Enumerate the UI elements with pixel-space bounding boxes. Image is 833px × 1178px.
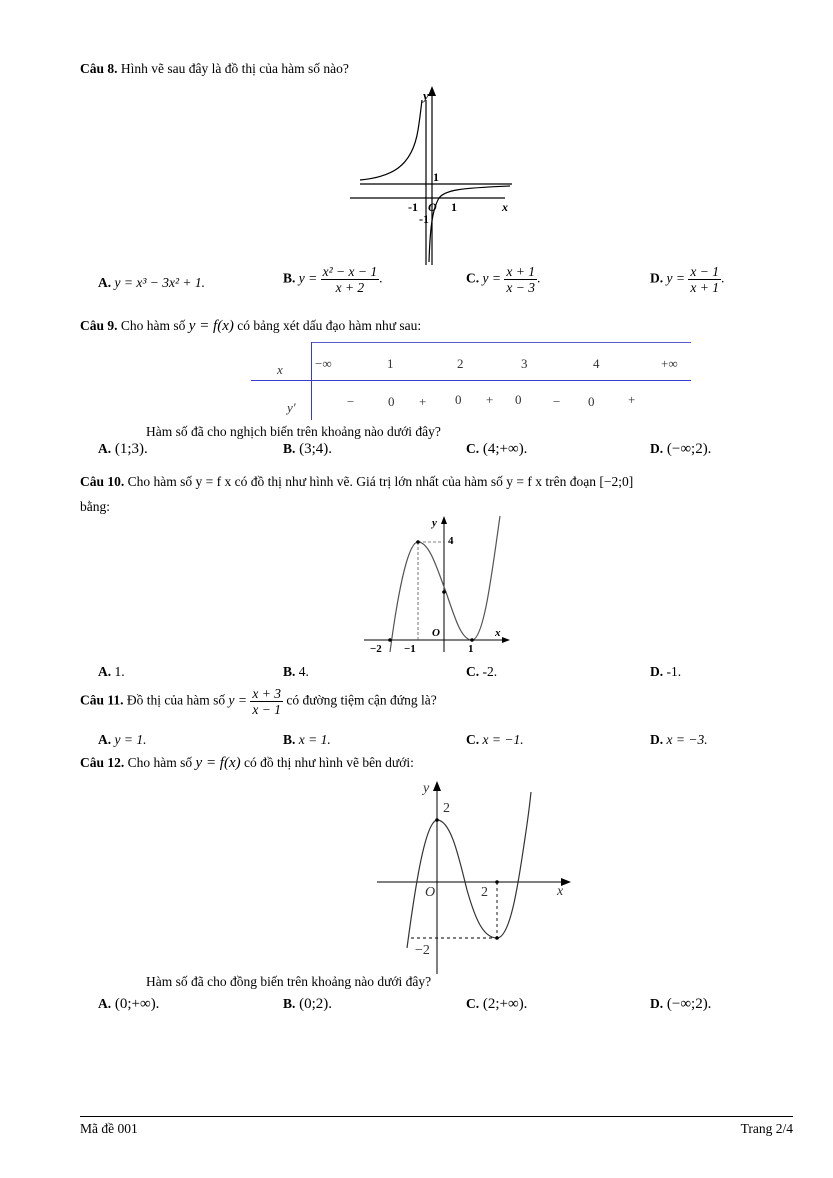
option-lhs: y = (298, 270, 318, 286)
q8-option-a[interactable] (98, 275, 205, 291)
option-lhs: y = (666, 270, 685, 286)
table-sign-cell: − (553, 394, 561, 409)
option-text: 4. (298, 664, 309, 679)
option-letter: D. (650, 996, 664, 1011)
table-x-cell: −∞ (315, 356, 332, 371)
q11-option-a[interactable] (98, 732, 146, 748)
option-letter: D. (650, 441, 664, 456)
table-sign-cell: − (347, 394, 355, 409)
fraction-num: x − 1 (690, 264, 719, 279)
fraction-num: x² − x − 1 (322, 264, 378, 279)
table-sign-cell: + (486, 392, 494, 407)
option-letter: C. (466, 441, 480, 456)
table-sign-cell: + (419, 394, 427, 409)
q12-two-x: 2 (481, 885, 488, 900)
footer-exam-code: Mã đề 001 (80, 1121, 138, 1136)
option-letter: B. (283, 664, 296, 679)
option-fraction (321, 264, 383, 295)
q9-func: y = f(x) (188, 318, 234, 334)
q8-one-x: 1 (451, 200, 457, 214)
table-x-cell: 3 (521, 356, 528, 371)
option-text: -2. (482, 664, 498, 679)
q8-y-label: y (423, 88, 429, 103)
q11-fraction (250, 686, 283, 717)
q10-y-label: y (432, 517, 437, 529)
option-letter: D. (650, 664, 664, 679)
option-letter: A. (98, 996, 112, 1011)
q9-prompt (80, 318, 421, 335)
q8-minus-one-y: -1 (419, 212, 429, 226)
q9-text-post: có bảng xét dấu đạo hàm như sau: (237, 318, 422, 333)
table-x-cell: 2 (457, 356, 464, 371)
q12-y-label: y (423, 781, 430, 796)
q10-option-a[interactable] (98, 664, 125, 680)
q10-text2: bằng: (80, 499, 110, 514)
option-tail: . (720, 270, 725, 286)
q10-x-label: x (495, 627, 501, 639)
q8-x-label: x (502, 200, 508, 214)
option-fraction (688, 264, 721, 295)
q11-text-post: có đường tiệm cận đứng là? (286, 692, 437, 708)
q9-option-d[interactable] (650, 441, 711, 458)
option-lhs: y = (482, 270, 501, 286)
option-letter: B. (283, 270, 296, 286)
option-text: y = x³ − 3x² + 1. (114, 275, 206, 290)
q8-label: Câu 8. (80, 61, 118, 76)
q10-one: 1 (468, 643, 474, 655)
q12-func: y = f(x) (195, 755, 241, 771)
q9-option-a[interactable] (98, 441, 148, 458)
q10-m1: −1 (404, 643, 416, 655)
q12-option-a[interactable] (98, 996, 159, 1013)
q10-option-d[interactable] (650, 664, 681, 680)
table-sign-cell: 0 (515, 392, 522, 407)
q12-m2: −2 (415, 943, 430, 958)
fraction-num: x + 3 (252, 686, 281, 701)
fraction-den: x − 3 (506, 280, 535, 295)
q9-option-c[interactable] (466, 441, 527, 458)
option-letter: A. (98, 732, 112, 747)
q9-text-pre: Cho hàm số (120, 318, 186, 333)
fraction-den: x + 2 (335, 280, 365, 295)
fraction-num: x + 1 (506, 264, 535, 279)
fraction-den: x + 1 (690, 280, 719, 295)
q10-option-b[interactable] (283, 664, 309, 680)
q12-question: Hàm số đã cho đồng biến trên khoảng nào dưới đây? (146, 974, 432, 989)
option-text: x = 1. (298, 732, 331, 747)
option-text: 1. (114, 664, 125, 679)
option-letter: C. (466, 270, 480, 286)
q8-option-b[interactable] (283, 264, 383, 295)
q9-sign-table (251, 342, 691, 422)
q12-two-y: 2 (443, 801, 450, 816)
q12-text-post: có đồ thị như hình vẽ bên dưới: (244, 755, 414, 770)
q12-option-c[interactable] (466, 996, 527, 1013)
q10-text: Cho hàm số y = f x có đồ thị như hình vẽ. Giá trị lớn nhất của hàm số y = f x trên đoạn [−2;0] (127, 474, 634, 489)
option-text: x = −3. (666, 732, 708, 747)
q10-origin: O (432, 627, 440, 639)
table-sign-cell: 0 (588, 394, 595, 409)
option-text: y = 1. (114, 732, 147, 747)
q10-prompt (80, 474, 633, 490)
q11-label: Câu 11. (80, 692, 124, 708)
table-sign-cell: 0 (455, 392, 462, 407)
q10-label: Câu 10. (80, 474, 125, 489)
table-x-cell: 4 (593, 356, 600, 371)
q11-lhs: y = (228, 692, 247, 708)
option-text: (1;3). (114, 441, 148, 457)
q9-label: Câu 9. (80, 318, 118, 333)
option-text: (2;+∞). (482, 996, 528, 1012)
option-letter: C. (466, 732, 480, 747)
option-text: x = −1. (482, 732, 524, 747)
table-y-label: y′ (287, 400, 296, 415)
q8-one-y: 1 (433, 170, 439, 184)
option-fraction (504, 264, 537, 295)
option-tail: . (536, 270, 541, 286)
option-text: -1. (666, 664, 682, 679)
q8-option-c[interactable] (466, 264, 540, 295)
option-letter: B. (283, 996, 296, 1011)
footer-page-number: Trang 2/4 (740, 1121, 793, 1136)
q9-option-b[interactable] (283, 441, 332, 458)
option-letter: C. (466, 996, 480, 1011)
table-sign-cell: 0 (388, 394, 395, 409)
option-text: (4;+∞). (482, 441, 528, 457)
q11-option-d[interactable] (650, 732, 708, 748)
option-text: (3;4). (299, 441, 333, 457)
q8-text: Hình vẽ sau đây là đồ thị của hàm số nào? (120, 61, 349, 76)
q9-question: Hàm số đã cho nghịch biến trên khoảng nào dưới đây? (146, 424, 441, 439)
q8-prompt (80, 61, 349, 77)
table-x-cell: 1 (387, 356, 394, 371)
option-tail: . (379, 270, 383, 286)
footer-divider (80, 1116, 793, 1117)
table-sign-cell: + (628, 392, 636, 407)
option-letter: D. (650, 732, 664, 747)
q11-text-pre: Đồ thị của hàm số (126, 692, 226, 708)
option-letter: D. (650, 270, 664, 286)
q12-origin: O (425, 885, 436, 900)
q10-four: 4 (448, 535, 454, 547)
q12-x-label: x (557, 884, 564, 899)
table-x-label: x (277, 362, 283, 377)
q11-prompt (80, 686, 437, 717)
option-text: (−∞;2). (666, 441, 712, 457)
table-x-cell: +∞ (661, 356, 678, 371)
q12-label: Câu 12. (80, 755, 125, 770)
option-letter: A. (98, 441, 112, 456)
option-letter: B. (283, 441, 296, 456)
option-letter: A. (98, 664, 112, 679)
q12-option-d[interactable] (650, 996, 711, 1013)
q8-graph (340, 80, 520, 270)
q8-option-d[interactable] (650, 264, 724, 295)
q11-option-b[interactable] (283, 732, 331, 748)
q12-graph (375, 778, 575, 976)
q10-graph (362, 512, 512, 657)
q10-m2: −2 (370, 643, 382, 655)
option-letter: B. (283, 732, 296, 747)
q11-option-c[interactable] (466, 732, 524, 748)
fraction-den: x − 1 (252, 702, 281, 717)
option-letter: C. (466, 664, 480, 679)
q8-origin: O (428, 200, 437, 214)
q10-option-c[interactable] (466, 664, 497, 680)
option-text: (0;+∞). (114, 996, 160, 1012)
option-text: (−∞;2). (666, 996, 712, 1012)
q12-option-b[interactable] (283, 996, 332, 1013)
option-letter: A. (98, 275, 112, 290)
q12-text-pre: Cho hàm số (127, 755, 193, 770)
q8-minus-one-x: -1 (408, 200, 418, 214)
option-text: (0;2). (299, 996, 333, 1012)
q12-prompt (80, 755, 414, 772)
